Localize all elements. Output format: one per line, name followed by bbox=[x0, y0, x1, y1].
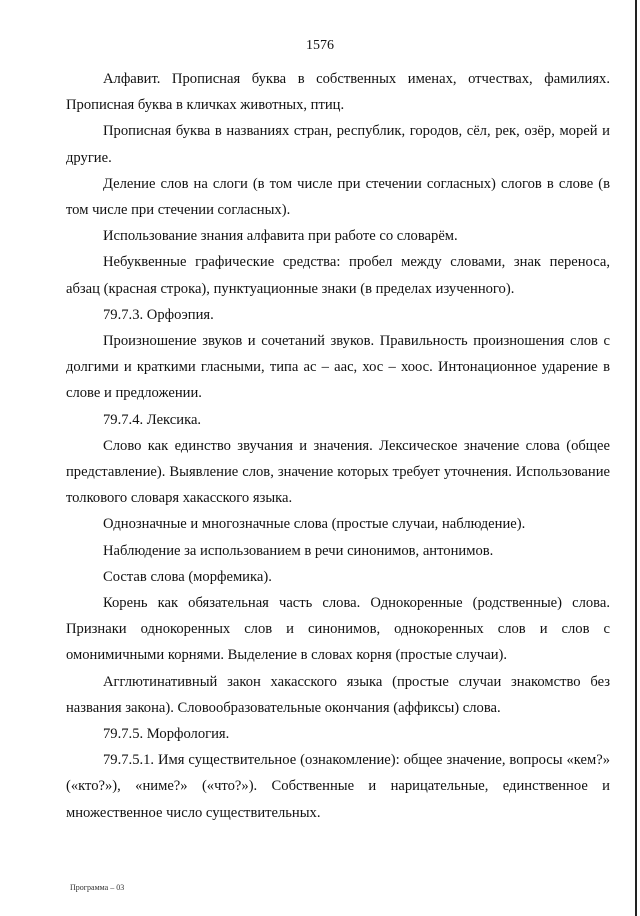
footer-label: Программа – 03 bbox=[70, 883, 125, 892]
paragraph-root: Корень как обязательная часть слова. Однокоренные (родственные) слова. Признаки однокоренных слов и синонимов, однокоренных слов и слов с омонимичными корнями. Выделение в словах корня (простые случаи). bbox=[66, 595, 610, 664]
paragraph-graphic-means: Небуквенные графические средства: пробел между словами, знак переноса, абзац (красная строка), пунктуационные знаки (в пределах изученного). bbox=[66, 254, 610, 297]
scan-edge-line bbox=[635, 0, 637, 916]
paragraph-dictionary: Использование знания алфавита при работе со словарём. bbox=[103, 228, 458, 245]
paragraph-alphabet: Алфавит. Прописная буква в собственных именах, отчествах, фамилиях. Прописная буква в кличках животных, птиц. bbox=[66, 71, 610, 114]
paragraph-pronunciation: Произношение звуков и сочетаний звуков. Правильность произношения слов с долгими и краткими гласными, типа ас – аас, хос – хоос. Интонационное ударение в слове и предложении. bbox=[66, 333, 610, 402]
paragraph-synonyms: Наблюдение за использованием в речи синонимов, антонимов. bbox=[103, 542, 494, 559]
section-heading-morphology: 79.7.5. Морфология. bbox=[103, 726, 230, 743]
paragraph-capital-letters: Прописная буква в названиях стран, республик, городов, сёл, рек, озёр, морей и другие. bbox=[66, 123, 610, 166]
paragraph-noun: 79.7.5.1. Имя существительное (ознакомление): общее значение, вопросы «кем?» («кто?»), «ниме?» («что?»). Собственные и нарицательные, единственное и множественное число существительных. bbox=[66, 752, 610, 821]
page-number: 1576 bbox=[306, 38, 334, 53]
document-body bbox=[66, 66, 610, 826]
paragraph-syllables: Деление слов на слоги (в том числе при стечении согласных) слогов в слове (в том числе при стечении согласных). bbox=[66, 175, 610, 219]
paragraph-word-composition: Состав слова (морфемика). bbox=[103, 568, 272, 585]
section-heading-lexicon: 79.7.4. Лексика. bbox=[103, 411, 202, 428]
section-heading-orthoepy: 79.7.3. Орфоэпия. bbox=[103, 306, 214, 323]
paragraph-word-meaning: Слово как единство звучания и значения. Лексическое значение слова (общее представление). Выявление слов, значение которых требует уточнения. Использование толкового словаря хакасского языка. bbox=[66, 437, 610, 507]
paragraph-agglutinative: Агглютинативный закон хакасского языка (простые случаи знакомство без названия закона). Словообразовательные окончания (аффиксы) слова. bbox=[66, 673, 610, 716]
paragraph-polysemy: Однозначные и многозначные слова (простые случаи, наблюдение). bbox=[103, 516, 526, 533]
